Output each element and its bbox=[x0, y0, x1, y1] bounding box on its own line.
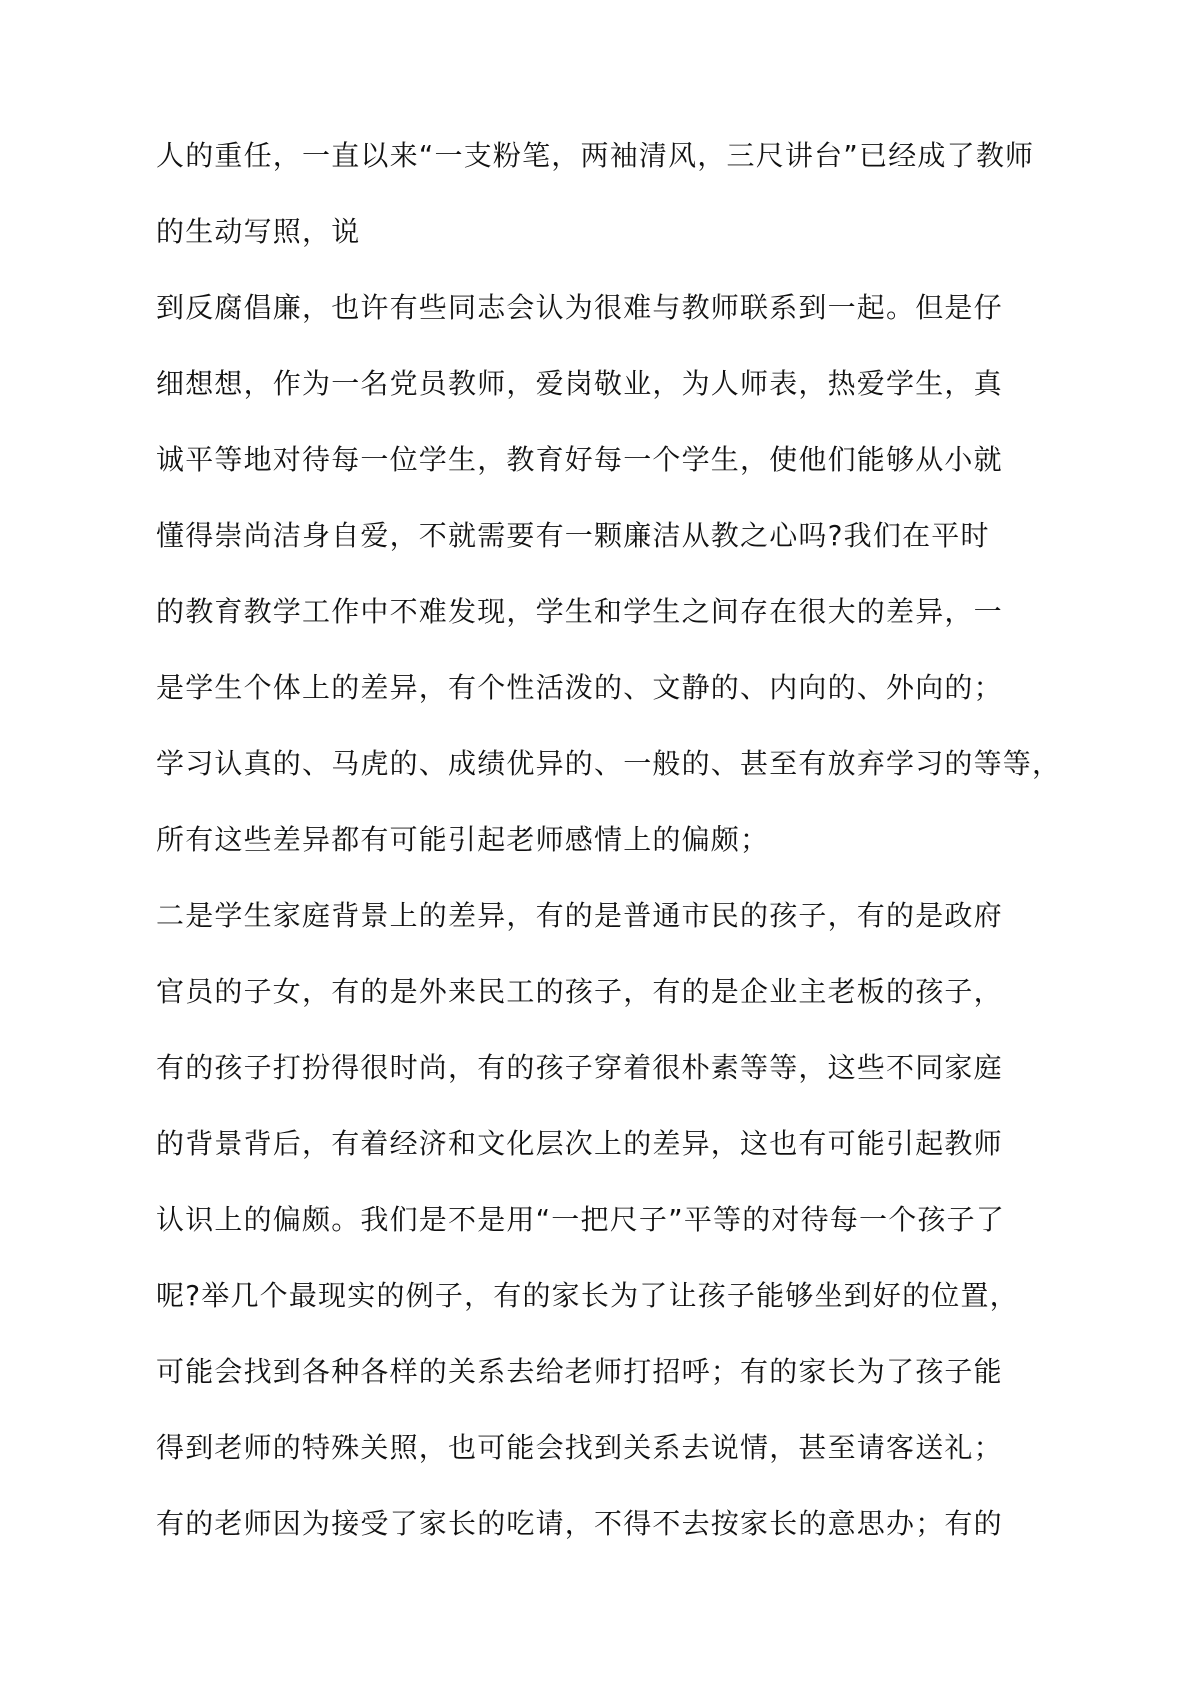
text-line-6: 懂得崇尚洁身自爱，不就需要有一颗廉洁从教之心吗?我们在平时 bbox=[156, 519, 990, 552]
text-line-18: 得到老师的特殊关照，也可能会找到关系去说情，甚至请客送礼； bbox=[156, 1431, 1003, 1464]
text-line-10: 所有这些差异都有可能引起老师感情上的偏颇； bbox=[156, 823, 770, 856]
text-line-8: 是学生个体上的差异，有个性活泼的、文静的、内向的、外向的； bbox=[156, 671, 1003, 704]
body-text bbox=[156, 140, 1156, 1540]
text-line-9: 学习认真的、马虎的、成绩优异的、一般的、甚至有放弃学习的等等， bbox=[156, 747, 1062, 780]
text-line-1: 人的重任，一直以来“一支粉笔，两袖清风，三尺讲台”已经成了教师 bbox=[156, 139, 1035, 172]
text-line-4: 细想想，作为一名党员教师，爱岗敬业，为人师表，热爱学生，真 bbox=[156, 367, 1003, 400]
text-line-19: 有的老师因为接受了家长的吃请，不得不去按家长的意思办；有的 bbox=[156, 1507, 1003, 1540]
text-line-13: 有的孩子打扮得很时尚，有的孩子穿着很朴素等等，这些不同家庭 bbox=[156, 1051, 1003, 1084]
text-line-7: 的教育教学工作中不难发现，学生和学生之间存在很大的差异，一 bbox=[156, 595, 1003, 628]
text-line-11: 二是学生家庭背景上的差异，有的是普通市民的孩子，有的是政府 bbox=[156, 899, 1003, 932]
text-line-14: 的背景背后，有着经济和文化层次上的差异，这也有可能引起教师 bbox=[156, 1127, 1003, 1160]
text-line-5: 诚平等地对待每一位学生，教育好每一个学生，使他们能够从小就 bbox=[156, 443, 1003, 476]
text-line-15: 认识上的偏颇。我们是不是用“一把尺子”平等的对待每一个孩子了 bbox=[156, 1203, 1006, 1236]
text-line-12: 官员的子女，有的是外来民工的孩子，有的是企业主老板的孩子， bbox=[156, 975, 1003, 1008]
text-line-2: 的生动写照，说 bbox=[156, 215, 361, 248]
text-line-17: 可能会找到各种各样的关系去给老师打招呼；有的家长为了孩子能 bbox=[156, 1355, 1003, 1388]
text-line-3: 到反腐倡廉，也许有些同志会认为很难与教师联系到一起。但是仔 bbox=[156, 291, 1003, 324]
text-line-16: 呢?举几个最现实的例子，有的家长为了让孩子能够坐到好的位置， bbox=[156, 1279, 1019, 1312]
